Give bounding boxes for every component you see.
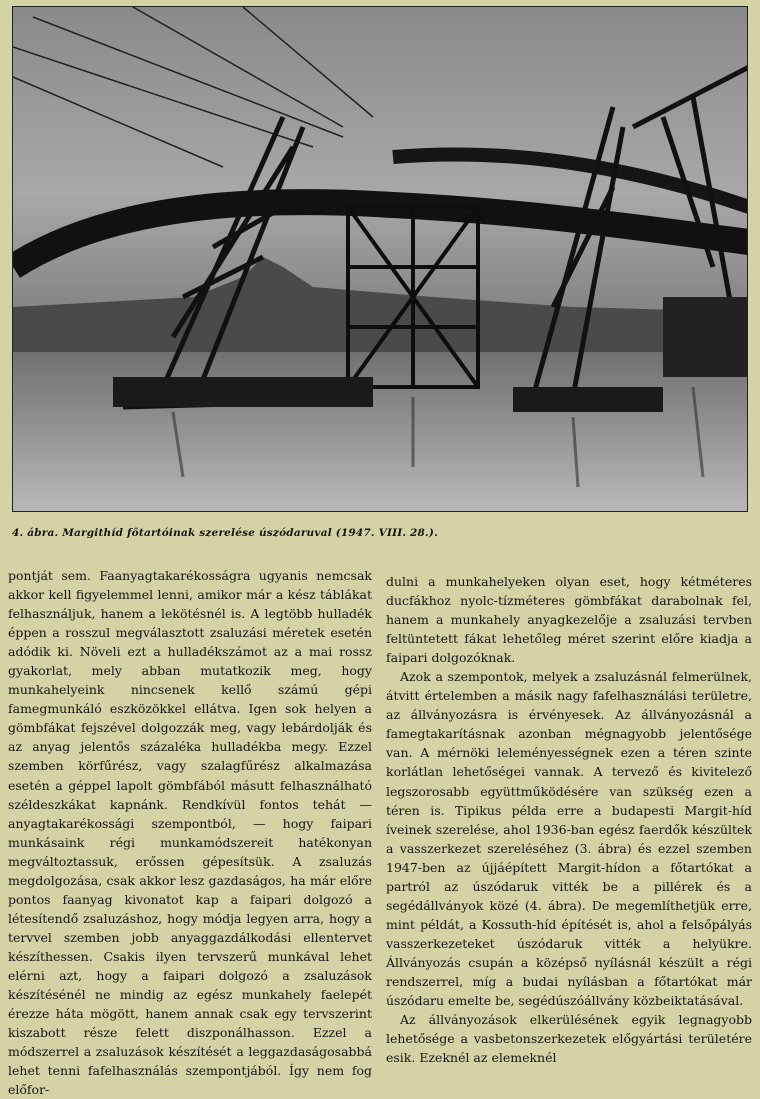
paragraph: Azok a szempontok, melyek a zsaluzásnál felmerülnek, átvitt értelemben a másik nagy fafelhasználási területre, az állványozásra is érvényesek. Az állványozásnál a famegtakarításnak azonban mégnagyobb jelentősége van. A mérnöki leleményességnek ezen a téren szinte korlátlan lehetőségei vannak. A tervező és kivitelező legszorosabb együttműködésére van szükség ezen a téren is. Tipikus példa erre a budapesti Margit-híd íveinek szerelése, ahol 1936-ban egész faerdők készültek a vasszerkezet szereléséhez (3. ábra) és ezzel szemben 1947-ben az újjáépített Margit-hídon a főtartókat a partról az úszódaruk vitték be a pillérek és a segédállványok közé (4. ábra). De megemlíthetjük erre, mint példát, a Kossuth-híd építését is, ahol a felsőpályás vasszerkezeteket úszódaruk vitték a helyükre. Állványozás csupán a középső nyílásnál készült a régi rendszerrel, míg a budai nyílásban a főtartókat már úszódaru emelte be, segédúszóállvány közbeiktatásával. [386, 669, 752, 1009]
paragraph: Az állványozások elkerülésének egyik legnagyobb lehetősége a vasbetonszerkezetek előgyártási területére esik. Ezeknél az elemeknél [386, 1012, 752, 1066]
paragraph: pontját sem. Faanyagtakarékosságra ugyanis nemcsak akkor kell figyelemmel lenni, amikor már a kész táblákat felhasználjuk, hanem a lekötésnél is. A legtöbb hulladék éppen a rosszul megválasztott zsaluzási méretek esetén adódik ki. Növeli ezt a hulladékszámot az a mai rossz gyakorlat, mely abban mutatkozik meg, hogy munkahelyeink nincsenek kellő számú gépi famegmunkáló eszközökkel ellátva. Igen sok helyen a gömbfákat fejszével dolgozzák meg, vagy lebárdolják és az anyag jelentős százaléka hulladékba megy. Ezzel szemben körfűrész, vagy szalagfűrész alkalmazása esetén a géppel lapolt gömbfából másutt felhasználható széldeszkákat kapnánk. Rendkívül fontos tehát — anyagtakarékossági szempontból, — hogy faipari munkásaink régi munkamódszereit hatékonyan megváltoztassuk, erőssen gépesítsük. A zsaluzás megdolgozása, csak akkor lesz gazdaságos, ha már előre pontos faanyag kivonatot kap a faipari dolgozó a létesítendő zsaluzáshoz, hogy módja legyen arra, hogy a tervvel szemben jobb anyaggazdálkodási ellentervet készíthessen. Csakis ilyen tervszerű munkával lehet elérni azt, hogy a faipari dolgozó a zsaluzások készítésénél ne mindig az egész munkahely faelepét érezze háta mögött, hanem annak csak egy tervszerint kiszabott része felett diszponálhasson. Ezzel a módszerrel a zsaluzások készítését a leggazdaságosabbá lehet tenni fafelhasználás szempontjából. Így nem fog előfor- [8, 568, 372, 1098]
text-column-right [386, 572, 752, 1067]
paragraph: dulni a munkahelyeken olyan eset, hogy kétméteres ducfákhoz nyolc-tízméteres gömbfákat darabolnak fel, hanem a munkahely anyagkezelője a zsaluzási tervben feltüntetett fákat lehetőleg méret szerint előre kiadja a faipari dolgozóknak. [386, 574, 752, 666]
bridge-photo [12, 6, 748, 512]
text-column-left [8, 566, 372, 1099]
bridge-photo-drawing [13, 7, 748, 512]
figure-caption: 4. ábra. Margithíd főtartóinak szerelése úszódaruval (1947. VIII. 28.). [12, 527, 438, 539]
